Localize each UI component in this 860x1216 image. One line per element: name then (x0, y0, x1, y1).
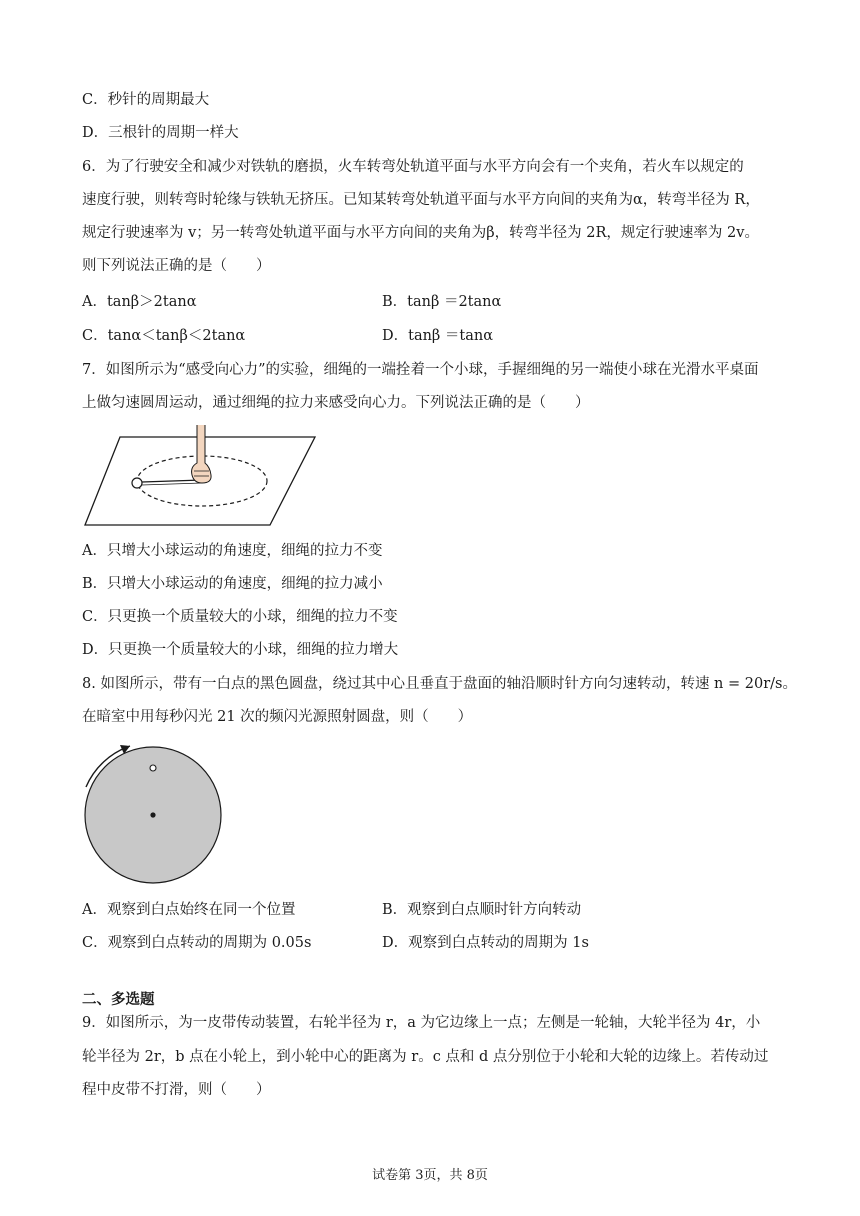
section-title-multiple-choice: 二、多选题 (82, 992, 155, 1008)
q7-option-b: B．只增大小球运动的角速度，细绳的拉力减小 (82, 576, 383, 592)
q6-stem-line-2: 速度行驶，则转弯时轮缘与铁轨无挤压。已知某转弯处轨道平面与水平方向间的夹角为α，转弯半径为 R， (82, 192, 760, 208)
hand-arm (192, 425, 212, 483)
q8-stem-line-2: 在暗室中用每秒闪光 21 次的频闪光源照射圆盘，则（ ） (82, 709, 473, 725)
q9-stem-line-2: 轮半径为 2r，b 点在小轮上，到小轮中心的距离为 r。c 点和 d 点分别位于小轮和大轮的边缘上。若传动过 (82, 1049, 769, 1065)
q5-option-d: D．三根针的周期一样大 (82, 125, 239, 141)
q7-option-c: C．只更换一个质量较大的小球，细绳的拉力不变 (82, 609, 398, 625)
q5-option-c: C．秒针的周期最大 (82, 92, 210, 108)
q6-option-c: C．tanα＜tanβ＜2tanα (82, 328, 246, 344)
q8-option-a: A．观察到白点始终在同一个位置 (82, 902, 296, 918)
q6-stem-line-1: 6．为了行驶安全和减少对铁轨的磨损，火车转弯处轨道平面与水平方向会有一个夹角，若火车以规定的 (82, 159, 744, 175)
page-footer: 试卷第 3页，共 8页 (372, 1168, 488, 1183)
string (142, 480, 202, 482)
center-dot (150, 812, 155, 817)
q7-option-d: D．只更换一个质量较大的小球，细绳的拉力增大 (82, 642, 399, 658)
q6-stem-line-4: 则下列说法正确的是（ ） (82, 258, 271, 274)
white-dot (150, 765, 156, 771)
q7-stem-line-2: 上做匀速圆周运动，通过细绳的拉力来感受向心力。下列说法正确的是（ ） (82, 395, 590, 411)
q7-figure (80, 425, 330, 530)
q6-option-b: B．tanβ ＝2tanα (382, 294, 502, 310)
q8-stem-line-1: 8. 如图所示，带有一白点的黑色圆盘，绕过其中心且垂直于盘面的轴沿顺时针方向匀速转动，转速 n = 20r/s。 (82, 676, 797, 692)
q8-option-c: C．观察到白点转动的周期为 0.05s (82, 935, 312, 951)
q6-option-d: D．tanβ ＝tanα (382, 328, 494, 344)
q7-stem-line-1: 7．如图所示为“感受向心力”的实验，细绳的一端拴着一个小球，手握细绳的另一端使小球在光滑水平桌面 (82, 362, 759, 378)
q8-figure (78, 742, 228, 887)
q6-stem-line-3: 规定行驶速率为 v；另一转弯处轨道平面与水平方向间的夹角为β，转弯半径为 2R，规定行驶速率为 2v。 (82, 225, 759, 241)
q7-option-a: A．只增大小球运动的角速度，细绳的拉力不变 (82, 543, 383, 559)
q6-option-a: A．tanβ＞2tanα (82, 294, 197, 310)
ball (132, 478, 142, 488)
q8-option-d: D．观察到白点转动的周期为 1s (382, 935, 589, 951)
q9-stem-line-1: 9．如图所示，为一皮带传动装置，右轮半径为 r，a 为它边缘上一点；左侧是一轮轴，大轮半径为 4r，小 (82, 1015, 761, 1031)
q9-stem-line-3: 程中皮带不打滑，则（ ） (82, 1082, 271, 1098)
q8-option-b: B．观察到白点顺时针方向转动 (382, 902, 582, 918)
